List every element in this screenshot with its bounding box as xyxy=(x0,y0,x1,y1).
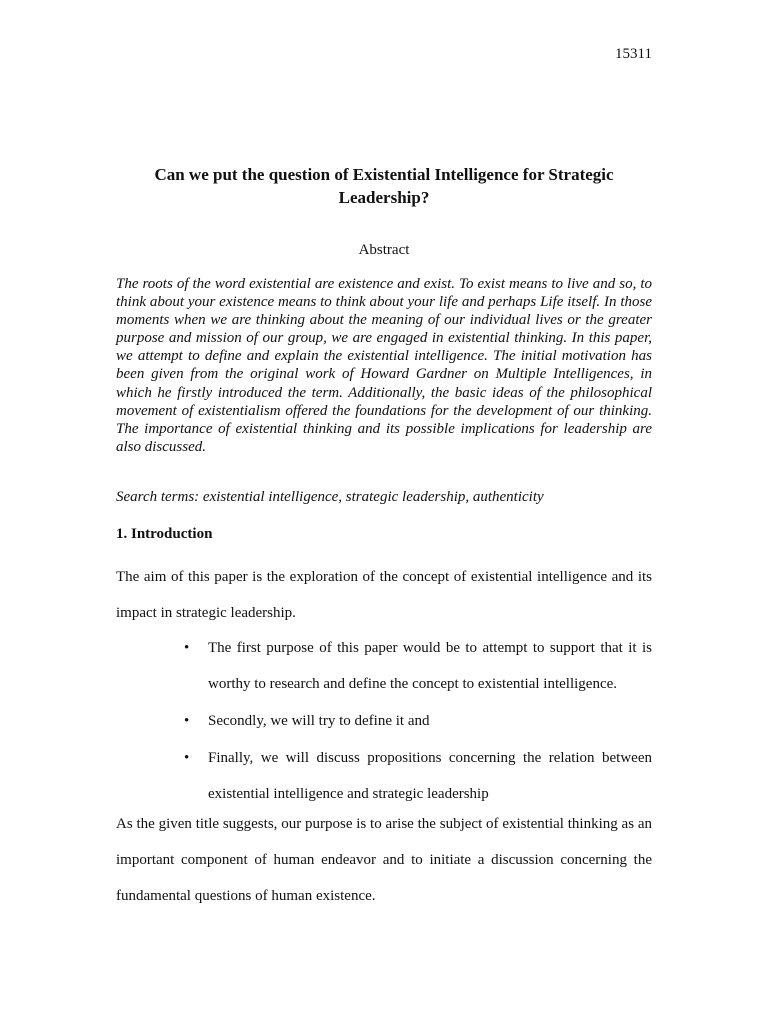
list-item xyxy=(116,630,652,702)
list-item-text: Finally, we will discuss propositions concerning the relation between existential intelligence and strategic leadership xyxy=(208,750,652,802)
bullet-icon: • xyxy=(184,750,190,766)
list-item-text: The first purpose of this paper would be to attempt to support that it is worthy to research and define the concept to existential intelligence. xyxy=(208,640,652,692)
list-item xyxy=(116,740,652,812)
list-item xyxy=(116,703,652,739)
page-number: 15311 xyxy=(615,46,652,62)
section-heading-introduction: 1. Introduction xyxy=(116,526,213,542)
abstract-body: The roots of the word existential are existence and exist. To exist means to live and so, to think about your existence means to think about your life and perhaps Life itself. In those moments when we are thinking about the meaning of our individual lives or the greater purpose and mission of our group, we are engaged in existential thinking. In this paper, we attempt to define and explain the existential intelligence. The initial motivation has been given from the original work of Howard Gardner on Multiple Intelligences, in which he firstly introduced the term. Additionally, the basic ideas of the philosophical movement of existentialism offered the foundations for the development of our thinking. The importance of existential thinking and its possible implications for leadership are also discussed. xyxy=(116,276,652,455)
bullet-icon: • xyxy=(184,640,190,656)
search-terms: Search terms: existential intelligence, strategic leadership, authenticity xyxy=(116,489,544,505)
paper-title: Can we put the question of Existential Intelligence for Strategic Leadership? xyxy=(154,165,614,207)
abstract-heading: Abstract xyxy=(358,242,410,258)
closing-paragraph: As the given title suggests, our purpose is to arise the subject of existential thinking as an important component of human endeavor and to initiate a discussion concerning the fundamental questions of human existence. xyxy=(116,816,652,904)
introduction-paragraph: The aim of this paper is the exploration of the concept of existential intelligence and its impact in strategic leadership. xyxy=(116,569,652,621)
bullet-icon: • xyxy=(184,713,190,729)
purpose-list xyxy=(116,630,652,813)
list-item-text: Secondly, we will try to define it and xyxy=(208,713,430,729)
